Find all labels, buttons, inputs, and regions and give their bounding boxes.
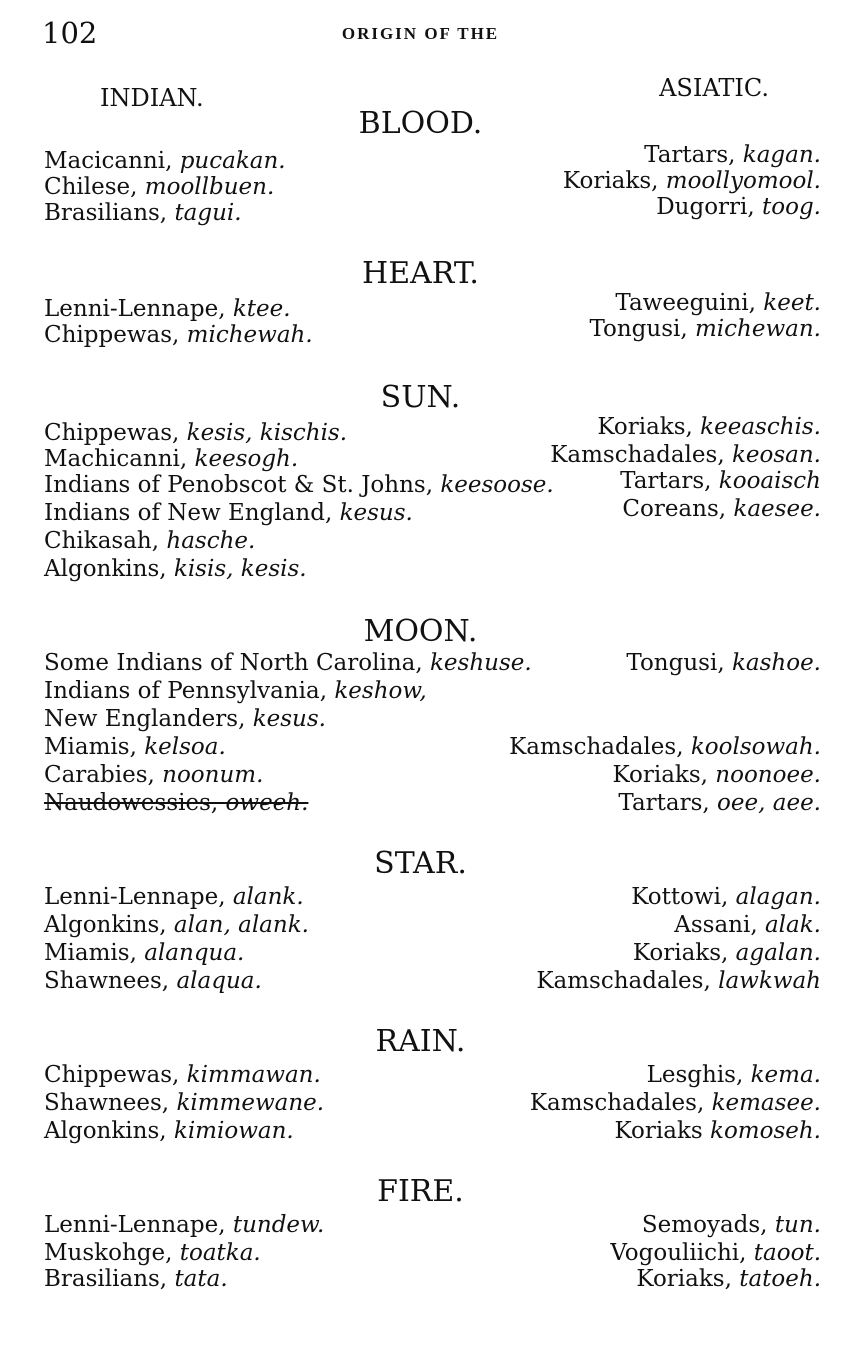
indian-entry: Algonkins, kimiowan. — [44, 1118, 294, 1144]
asiatic-entry: Koriaks, keeaschis. — [597, 414, 821, 440]
section-title-blood: BLOOD. — [358, 106, 483, 141]
asiatic-entry: Assani, alak. — [674, 912, 821, 938]
asiatic-entry: Koriaks, agalan. — [632, 940, 821, 966]
indian-entry: Carabies, noonum. — [44, 762, 264, 788]
indian-entry: Chippewas, michewah. — [44, 322, 313, 348]
indian-entry: Indians of Pennsylvania, keshow, — [44, 678, 427, 704]
section-title-sun: SUN. — [380, 380, 461, 415]
column-heading-asiatic: ASIATIC. — [659, 74, 769, 102]
asiatic-entry: Kamschadales, keosan. — [550, 442, 821, 468]
indian-entry: Miamis, kelsoa. — [44, 734, 226, 760]
indian-entry: Some Indians of North Carolina, keshuse. — [44, 650, 532, 676]
asiatic-entry: Koriaks, moollyomool. — [562, 168, 821, 194]
asiatic-entry: Koriaks, noonoee. — [612, 762, 821, 788]
asiatic-entry: Taweeguini, keet. — [615, 290, 821, 316]
running-head: ORIGIN OF THE — [341, 24, 500, 43]
asiatic-entry: Kottowi, alagan. — [631, 884, 821, 910]
indian-entry: Chilese, moollbuen. — [44, 174, 275, 200]
indian-entry: Lenni-Lennape, alank. — [44, 884, 304, 910]
asiatic-entry: Dugorri, toog. — [656, 194, 821, 220]
asiatic-entry: Tartars, kagan. — [644, 142, 821, 168]
indian-entry: Shawnees, kimmewane. — [44, 1090, 325, 1116]
asiatic-entry: Coreans, kaesee. — [622, 496, 821, 522]
asiatic-entry: Vogouliichi, taoot. — [610, 1240, 821, 1266]
indian-entry: Lenni-Lennape, tundew. — [44, 1212, 325, 1238]
asiatic-entry: Tartars, kooaisch — [620, 468, 821, 494]
asiatic-entry: Tartars, oee, aee. — [618, 790, 821, 816]
section-title-fire: FIRE. — [377, 1174, 464, 1209]
column-heading-indian: INDIAN. — [100, 84, 204, 112]
asiatic-entry: Tongusi, michewan. — [589, 316, 821, 342]
page-number: 102 — [42, 16, 98, 50]
indian-entry: Macicanni, pucakan. — [44, 148, 286, 174]
indian-entry-struck: Naudowessies, oweeh. — [44, 790, 309, 816]
indian-entry: Machicanni, keesogh. — [44, 446, 299, 472]
section-title-moon: MOON. — [363, 614, 478, 649]
indian-entry: Brasilians, tagui. — [44, 200, 242, 226]
asiatic-entry: Koriaks komoseh. — [614, 1118, 821, 1144]
indian-entry: Indians of Penobscot & St. Johns, keesoose. — [44, 472, 554, 498]
asiatic-entry: Kamschadales, lawkwah — [536, 968, 821, 994]
indian-entry: Algonkins, kisis, kesis. — [44, 556, 307, 582]
indian-entry: Muskohge, toatka. — [44, 1240, 261, 1266]
indian-entry: Miamis, alanqua. — [44, 940, 245, 966]
asiatic-entry: Semoyads, tun. — [641, 1212, 821, 1238]
indian-entry: Algonkins, alan, alank. — [44, 912, 309, 938]
indian-entry: Shawnees, alaqua. — [44, 968, 262, 994]
asiatic-entry: Kamschadales, kemasee. — [529, 1090, 821, 1116]
indian-entry: Indians of New England, kesus. — [44, 500, 413, 526]
indian-entry: Chippewas, kesis, kischis. — [44, 420, 348, 446]
section-title-rain: RAIN. — [375, 1024, 466, 1059]
indian-entry: Chikasah, hasche. — [44, 528, 256, 554]
asiatic-entry: Tongusi, kashoe. — [626, 650, 821, 676]
indian-entry: Lenni-Lennape, ktee. — [44, 296, 291, 322]
section-title-star: STAR. — [374, 846, 467, 881]
section-title-heart: HEART. — [362, 256, 479, 291]
indian-entry: Chippewas, kimmawan. — [44, 1062, 321, 1088]
asiatic-entry: Lesghis, kema. — [646, 1062, 821, 1088]
indian-entry: New Englanders, kesus. — [44, 706, 326, 732]
indian-entry: Brasilians, tata. — [44, 1266, 228, 1292]
asiatic-entry: Kamschadales, koolsowah. — [509, 734, 821, 760]
asiatic-entry: Koriaks, tatoeh. — [636, 1266, 821, 1292]
